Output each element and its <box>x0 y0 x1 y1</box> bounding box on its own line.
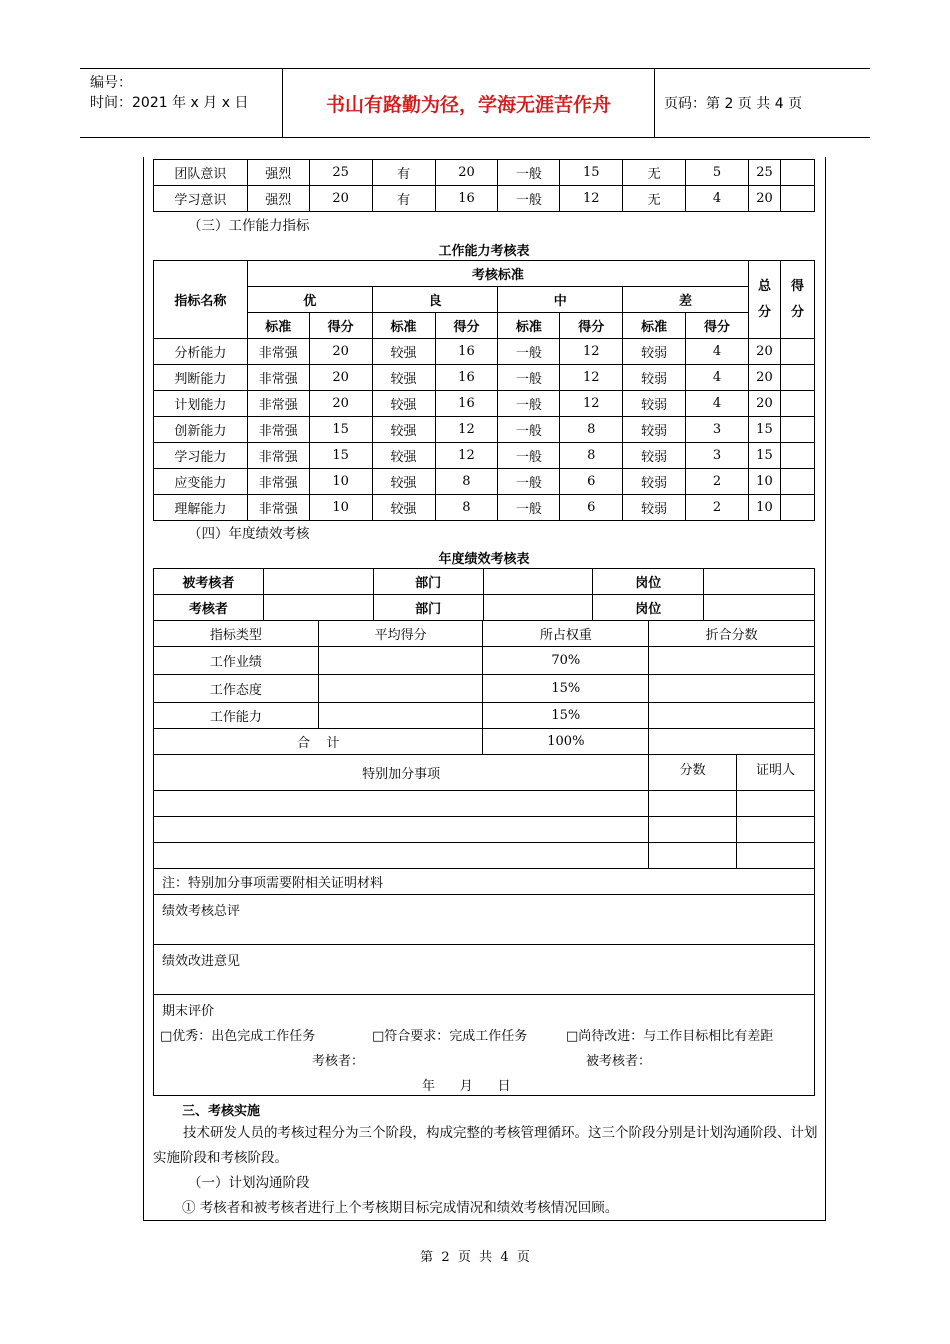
cell-std: 较弱 <box>623 391 686 417</box>
post-label: 岗位 <box>593 595 704 621</box>
total-label: 合 计 <box>154 729 483 755</box>
cell-std: 较强 <box>372 417 435 443</box>
cell-std: 一般 <box>498 365 560 391</box>
doc-date-label: 时间：2021 年 x 月 x 日 <box>90 95 249 111</box>
total-converted[interactable] <box>649 729 815 755</box>
table-row <box>154 417 815 443</box>
cell-std: 一般 <box>498 469 560 495</box>
cell-std: 有 <box>372 160 435 186</box>
bonus-score[interactable] <box>649 817 737 843</box>
sub-std: 标准 <box>247 313 309 339</box>
cell-name: 创新能力 <box>154 417 248 443</box>
cell-std: 强烈 <box>247 160 309 186</box>
cell-converted[interactable] <box>649 675 815 703</box>
cell-got <box>780 186 814 212</box>
list-item: ① 考核者和被考核者进行上个考核期目标完成情况和绩效考核情况回顾。 <box>182 1200 619 1216</box>
assessor-label: 考核者 <box>154 595 264 621</box>
col-header-weight: 所占权重 <box>483 621 649 647</box>
cell-total: 10 <box>748 495 780 521</box>
total-row <box>154 729 815 755</box>
cell-score: 8 <box>560 443 623 469</box>
sub-score: 得分 <box>435 313 498 339</box>
cell-type: 工作态度 <box>154 675 319 703</box>
cell-score: 12 <box>435 443 498 469</box>
option-excellent-checkbox[interactable]: □优秀：出色完成工作任务 <box>160 1029 316 1044</box>
cell-std: 较弱 <box>623 443 686 469</box>
improvement-label: 绩效改进意见 <box>162 954 241 969</box>
cell-score: 16 <box>435 365 498 391</box>
cell-std: 一般 <box>498 160 560 186</box>
cell-name: 分析能力 <box>154 339 248 365</box>
summary-box[interactable] <box>154 895 815 945</box>
col-header-avg: 平均得分 <box>318 621 483 647</box>
assessment-info-table <box>153 568 815 621</box>
bonus-note: 注：特别加分事项需要附相关证明材料 <box>154 869 815 895</box>
sub-score: 得分 <box>686 313 749 339</box>
table-row <box>154 365 815 391</box>
cell-std: 较弱 <box>623 365 686 391</box>
cell-type: 工作能力 <box>154 703 319 729</box>
cell-std: 一般 <box>498 186 560 212</box>
cell-score: 20 <box>309 339 372 365</box>
table-row <box>154 391 815 417</box>
cell-score: 10 <box>309 469 372 495</box>
cell-score: 20 <box>309 186 372 212</box>
cell-score: 20 <box>435 160 498 186</box>
cell-weight: 15% <box>483 703 649 729</box>
cell-std: 非常强 <box>247 339 309 365</box>
cell-name: 应变能力 <box>154 469 248 495</box>
cell-std: 较强 <box>372 495 435 521</box>
cell-total: 15 <box>748 417 780 443</box>
cell-total: 20 <box>748 339 780 365</box>
table-row <box>154 160 815 186</box>
annual-score-table <box>153 620 815 755</box>
assessee-label: 被考核者 <box>154 569 264 595</box>
cell-name: 团队意识 <box>154 160 248 186</box>
cell-score: 4 <box>686 186 749 212</box>
subsection-heading: （一）计划沟通阶段 <box>188 1175 310 1191</box>
cell-std: 一般 <box>498 417 560 443</box>
improvement-box[interactable] <box>154 945 815 995</box>
cell-got <box>780 365 814 391</box>
assessee-value[interactable] <box>263 569 373 595</box>
table-title: 年度绩效考核表 <box>438 552 530 567</box>
table-row <box>154 186 815 212</box>
cell-score: 4 <box>686 365 749 391</box>
cell-name: 学习能力 <box>154 443 248 469</box>
cell-score: 12 <box>560 339 623 365</box>
cell-score: 16 <box>435 391 498 417</box>
cell-total: 20 <box>748 391 780 417</box>
cell-std: 较强 <box>372 443 435 469</box>
section-heading: 三、考核实施 <box>182 1104 261 1119</box>
col-header-type: 指标类型 <box>154 621 319 647</box>
cell-std: 一般 <box>498 391 560 417</box>
cell-total: 25 <box>749 160 781 186</box>
ability-table <box>153 260 815 521</box>
cell-got <box>780 469 814 495</box>
post-value[interactable] <box>704 569 815 595</box>
table-row <box>154 817 815 843</box>
dept-label: 部门 <box>373 595 483 621</box>
cell-got <box>780 339 814 365</box>
cell-std: 较强 <box>372 469 435 495</box>
cell-score: 3 <box>686 443 749 469</box>
dept-value[interactable] <box>483 569 593 595</box>
grade-medium: 中 <box>498 287 623 313</box>
table-row <box>154 703 815 729</box>
cell-got <box>780 391 814 417</box>
final-evaluation-box <box>154 995 815 1096</box>
table-row <box>154 339 815 365</box>
bonus-witness-label: 证明人 <box>737 755 815 791</box>
sub-std: 标准 <box>498 313 560 339</box>
remarks-table <box>153 868 815 1096</box>
cell-score: 10 <box>309 495 372 521</box>
option-meets-checkbox[interactable]: □符合要求：完成工作任务 <box>372 1029 528 1044</box>
cell-std: 较弱 <box>623 495 686 521</box>
table-row <box>154 647 815 675</box>
cell-score: 15 <box>309 443 372 469</box>
cell-score: 20 <box>309 391 372 417</box>
bonus-witness[interactable] <box>737 843 815 869</box>
post-value[interactable] <box>704 595 815 621</box>
cell-total: 20 <box>749 186 781 212</box>
cell-score: 6 <box>560 495 623 521</box>
cell-score: 25 <box>309 160 372 186</box>
table-row <box>154 675 815 703</box>
cell-avg[interactable] <box>318 647 483 675</box>
cell-name: 学习意识 <box>154 186 248 212</box>
cell-score: 2 <box>686 495 749 521</box>
cell-std: 较弱 <box>623 417 686 443</box>
cell-score: 20 <box>309 365 372 391</box>
ability-rows <box>154 339 815 521</box>
cell-std: 强烈 <box>247 186 309 212</box>
col-header-score: 得分 <box>780 261 814 339</box>
cell-weight: 70% <box>483 647 649 675</box>
page-header <box>80 68 870 138</box>
page-footer: 第 2 页 共 4 页 <box>420 1250 530 1265</box>
cell-converted[interactable] <box>649 647 815 675</box>
cell-total: 10 <box>748 469 780 495</box>
cell-std: 无 <box>623 186 686 212</box>
cell-std: 较强 <box>372 365 435 391</box>
table-row <box>154 469 815 495</box>
post-label: 岗位 <box>593 569 704 595</box>
cell-score: 15 <box>309 417 372 443</box>
bonus-item[interactable] <box>154 791 649 817</box>
total-weight: 100% <box>483 729 649 755</box>
option-improve-checkbox[interactable]: □尚待改进：与工作目标相比有差距 <box>566 1029 774 1044</box>
cell-got <box>780 417 814 443</box>
dept-label: 部门 <box>373 569 483 595</box>
grade-excellent: 优 <box>247 287 372 313</box>
sub-score: 得分 <box>309 313 372 339</box>
bonus-item[interactable] <box>154 817 649 843</box>
header-meta <box>90 73 248 113</box>
grade-poor: 差 <box>623 287 749 313</box>
bonus-table <box>153 754 815 869</box>
cell-std: 非常强 <box>247 495 309 521</box>
table-row <box>154 495 815 521</box>
assessee-signature-label: 被考核者： <box>586 1054 652 1069</box>
section-heading: （三）工作能力指标 <box>188 218 310 234</box>
cell-name: 判断能力 <box>154 365 248 391</box>
date-line: 年 月 日 <box>422 1079 511 1094</box>
cell-score: 4 <box>686 339 749 365</box>
doc-number-label: 编号： <box>90 75 132 91</box>
cell-avg[interactable] <box>318 703 483 729</box>
cell-type: 工作业绩 <box>154 647 319 675</box>
cell-score: 15 <box>560 160 623 186</box>
cell-got <box>780 160 814 186</box>
cell-got <box>780 495 814 521</box>
sub-std: 标准 <box>623 313 686 339</box>
cell-got <box>780 443 814 469</box>
cell-score: 12 <box>560 186 623 212</box>
cell-name: 理解能力 <box>154 495 248 521</box>
cell-score: 8 <box>435 495 498 521</box>
col-header-standard: 考核标准 <box>247 261 748 287</box>
bonus-label: 特别加分事项 <box>154 755 649 791</box>
cell-std: 较强 <box>372 391 435 417</box>
bonus-witness[interactable] <box>737 817 815 843</box>
cell-score: 12 <box>560 391 623 417</box>
header-motto: 书山有路勤为径，学海无涯苦作舟 <box>325 93 611 116</box>
sub-score: 得分 <box>560 313 623 339</box>
cell-score: 6 <box>560 469 623 495</box>
sub-std: 标准 <box>372 313 435 339</box>
bonus-score[interactable] <box>649 791 737 817</box>
cell-score: 3 <box>686 417 749 443</box>
header-page-number: 页码：第 2 页 共 4 页 <box>664 96 803 112</box>
cell-score: 4 <box>686 391 749 417</box>
section-heading: （四）年度绩效考核 <box>188 526 310 542</box>
cell-total: 20 <box>748 365 780 391</box>
col-header-name: 指标名称 <box>154 261 248 339</box>
cell-score: 12 <box>435 417 498 443</box>
cell-std: 一般 <box>498 443 560 469</box>
final-label: 期末评价 <box>162 1004 215 1019</box>
cell-std: 非常强 <box>247 443 309 469</box>
cell-std: 非常强 <box>247 469 309 495</box>
cell-std: 有 <box>372 186 435 212</box>
summary-label: 绩效考核总评 <box>162 904 241 919</box>
cell-std: 非常强 <box>247 391 309 417</box>
cell-std: 无 <box>623 160 686 186</box>
cell-score: 2 <box>686 469 749 495</box>
cell-score: 5 <box>686 160 749 186</box>
cell-score: 16 <box>435 186 498 212</box>
bonus-witness[interactable] <box>737 791 815 817</box>
cell-score: 12 <box>560 365 623 391</box>
table-row <box>154 791 815 817</box>
bonus-score[interactable] <box>649 843 737 869</box>
bonus-item[interactable] <box>154 843 649 869</box>
col-header-total: 总分 <box>748 261 780 339</box>
col-header-converted: 折合分数 <box>649 621 815 647</box>
cell-std: 较弱 <box>623 339 686 365</box>
cell-score: 16 <box>435 339 498 365</box>
cell-std: 非常强 <box>247 365 309 391</box>
cell-name: 计划能力 <box>154 391 248 417</box>
cell-std: 较强 <box>372 339 435 365</box>
cell-std: 较弱 <box>623 469 686 495</box>
grade-good: 良 <box>372 287 498 313</box>
assessor-signature-label: 考核者： <box>312 1054 365 1069</box>
cell-score: 8 <box>435 469 498 495</box>
cell-score: 8 <box>560 417 623 443</box>
cell-total: 15 <box>748 443 780 469</box>
table-row <box>154 443 815 469</box>
cell-std: 非常强 <box>247 417 309 443</box>
cell-converted[interactable] <box>649 703 815 729</box>
section-paragraph: 技术研发人员的考核过程分为三个阶段，构成完整的考核管理循环。这三个阶段分别是计划沟通阶段、计划实施阶段和考核阶段。 <box>153 1125 818 1166</box>
dept-value[interactable] <box>483 595 593 621</box>
table-row <box>154 843 815 869</box>
cell-std: 一般 <box>498 339 560 365</box>
header-divider <box>654 69 655 137</box>
cell-weight: 15% <box>483 675 649 703</box>
assessor-value[interactable] <box>263 595 373 621</box>
cell-avg[interactable] <box>318 675 483 703</box>
table-title: 工作能力考核表 <box>438 244 530 259</box>
attitude-table-continued <box>153 159 815 212</box>
bonus-score-label: 分数 <box>649 755 737 791</box>
cell-std: 一般 <box>498 495 560 521</box>
